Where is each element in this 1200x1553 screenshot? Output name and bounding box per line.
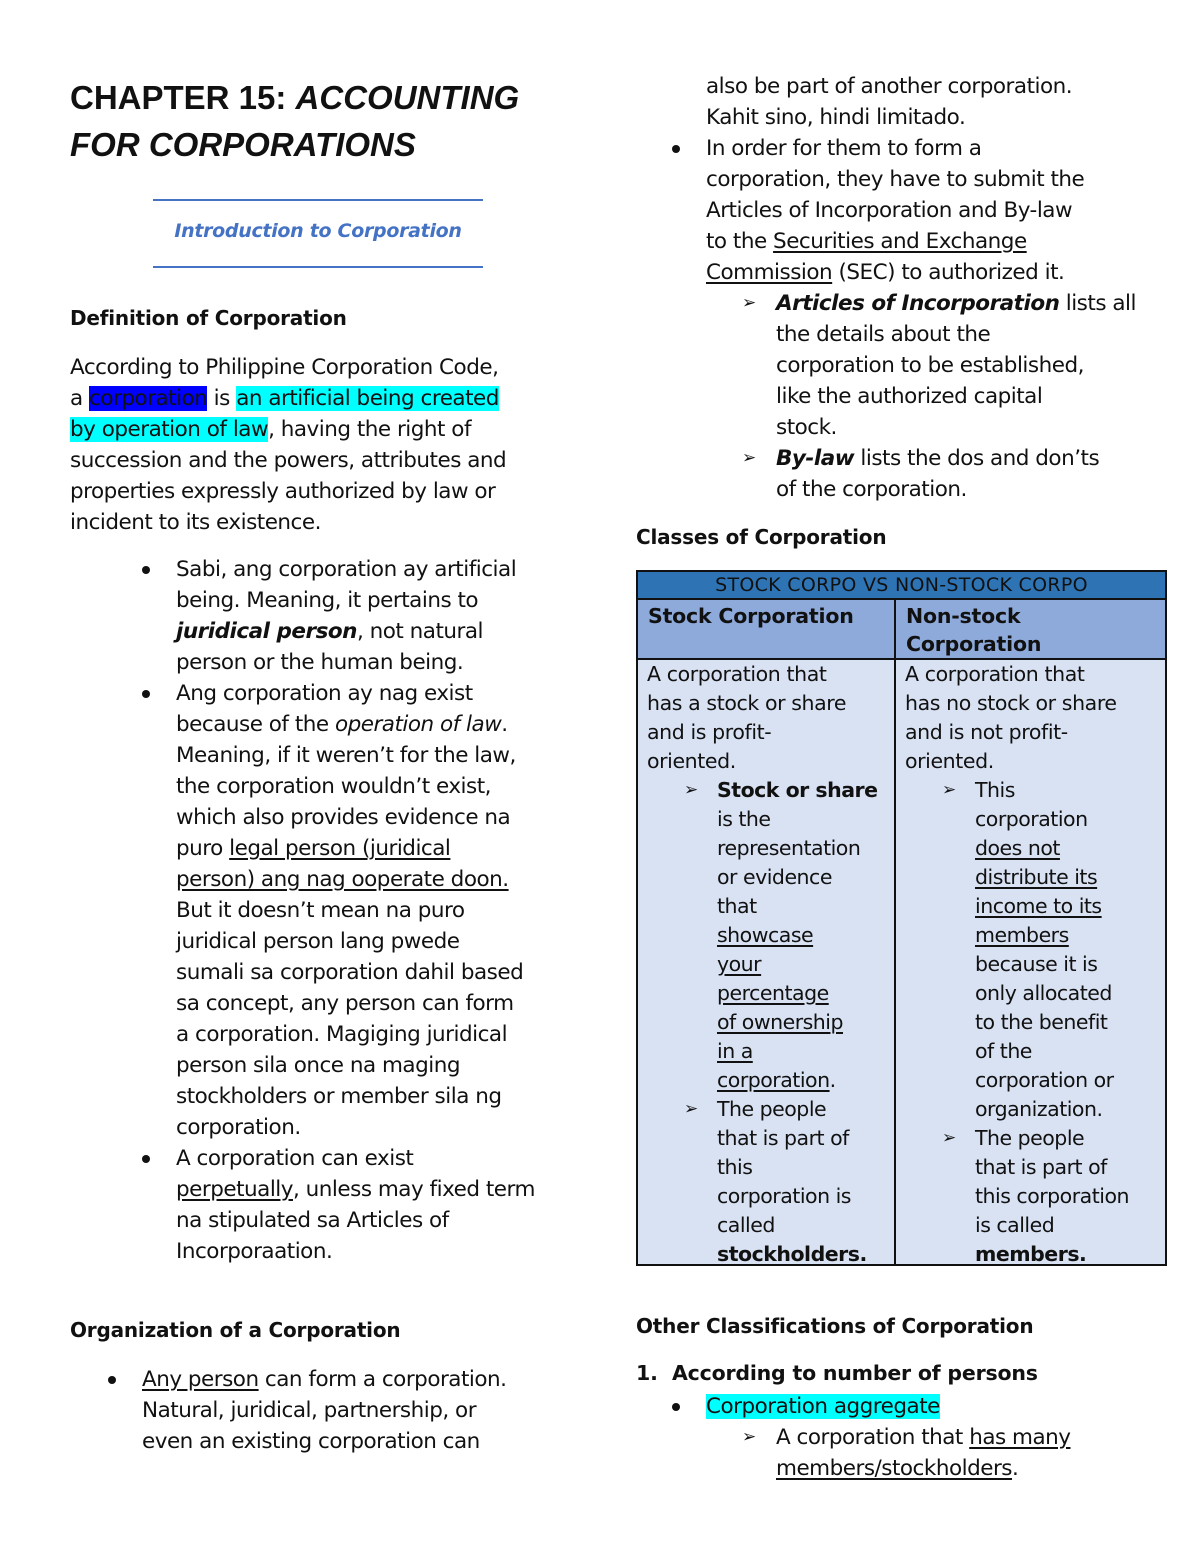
- arrow-line: that is part of: [975, 1155, 1107, 1179]
- bullet-line: juridical person lang pwede: [176, 929, 460, 954]
- arrow-line: [975, 921, 1156, 950]
- underlined-text: members: [975, 923, 1069, 947]
- highlight-corporation-aggregate: Corporation aggregate: [706, 1394, 940, 1419]
- bullet-item: [176, 1143, 586, 1267]
- bullet-line: In order for them to form a: [706, 136, 982, 161]
- table-header-nonstock: [896, 600, 1165, 660]
- chapter-title: [70, 74, 519, 168]
- arrow-line: that: [717, 894, 757, 918]
- arrow-line: or evidence: [717, 865, 832, 889]
- arrowhead-icon: ➢: [942, 780, 956, 800]
- bullet-line: a corporation. Magiging juridical: [176, 1022, 508, 1047]
- subtitle-rule-bottom: [153, 266, 483, 268]
- stockholders-term: stockholders.: [717, 1242, 867, 1266]
- underlined-text: does not: [975, 836, 1060, 860]
- bullet-item: [176, 678, 586, 1143]
- arrow-item: [684, 1095, 885, 1269]
- arrow-line: the details about the: [776, 322, 991, 347]
- arrow-line: [776, 443, 1171, 474]
- bullet-text: puro: [176, 836, 230, 861]
- organization-continued: [706, 71, 1171, 133]
- underlined-text: Securities and Exchange: [773, 229, 1027, 254]
- arrow-text: .: [829, 1068, 836, 1092]
- arrow-line: to the benefit: [975, 1010, 1108, 1034]
- bullet-line: na stipulated sa Articles of: [176, 1208, 449, 1233]
- operation-of-law-term: operation of law: [334, 712, 502, 737]
- cell-line: oriented.: [905, 749, 994, 773]
- definition-paragraph: [70, 352, 580, 538]
- bullet-line: Meaning, if it weren’t for the law,: [176, 743, 516, 768]
- bullet-line: Ang corporation ay nag exist: [176, 681, 473, 706]
- arrow-line: stock.: [776, 415, 837, 440]
- bullet-line: But it doesn’t mean na puro: [176, 898, 465, 923]
- bullet-line: [706, 226, 1171, 257]
- bullet-item: [142, 1364, 582, 1457]
- bullet-text: , unless may fixed term: [293, 1177, 535, 1202]
- highlight-operation-of-law: by operation of law: [70, 417, 269, 442]
- bullet-line: A corporation can exist: [176, 1146, 414, 1171]
- arrow-line: [717, 950, 885, 979]
- arrow-text: lists all: [1059, 291, 1136, 316]
- arrow-item: [742, 1422, 1171, 1484]
- bullet-dot-icon: [672, 1403, 680, 1411]
- numbered-item-1: [636, 1358, 1038, 1389]
- section-subtitle: Introduction to Corporation: [174, 220, 462, 242]
- bullet-line: Sabi, ang corporation ay artificial: [176, 557, 517, 582]
- bullet-text: (SEC) to authorized it.: [832, 260, 1065, 285]
- arrowhead-icon: ➢: [684, 1099, 698, 1119]
- arrow-item: [684, 776, 885, 1095]
- arrow-line: corporation: [975, 807, 1088, 831]
- arrow-line: representation: [717, 836, 861, 860]
- stock-vs-nonstock-table: [636, 570, 1167, 1266]
- header-line: Non-stock: [906, 604, 1021, 628]
- underlined-text: showcase: [717, 923, 814, 947]
- underlined-text: your: [717, 952, 762, 976]
- aggregate-bullet-list: [706, 1391, 1171, 1484]
- arrow-line: [717, 979, 885, 1008]
- arrow-line: because it is: [975, 952, 1098, 976]
- underlined-text: income to its: [975, 894, 1102, 918]
- table-cell-stock: [638, 660, 894, 1264]
- bullet-line: [176, 616, 586, 647]
- cell-line: oriented.: [647, 749, 736, 773]
- arrow-line: corporation to be established,: [776, 353, 1084, 378]
- cell-line: and is profit-: [647, 720, 772, 744]
- bullet-line: corporation.: [176, 1115, 301, 1140]
- title-chapter-number: CHAPTER 15:: [70, 79, 296, 116]
- def-text: is: [207, 386, 237, 411]
- bullet-line: sumali sa corporation dahil based: [176, 960, 524, 985]
- organization-heading: Organization of a Corporation: [70, 1318, 401, 1342]
- arrow-line: corporation or: [975, 1068, 1114, 1092]
- cell-line: A corporation that: [905, 662, 1085, 686]
- arrow-text: lists the dos and don’ts: [854, 446, 1100, 471]
- def-line-1: According to Philippine Corporation Code,: [70, 355, 499, 380]
- arrow-line: [717, 776, 885, 805]
- continued-line: also be part of another corporation.: [706, 74, 1073, 99]
- bullet-line: the corporation wouldn’t exist,: [176, 774, 491, 799]
- bullet-line: [176, 864, 586, 895]
- underlined-text: Any person: [142, 1367, 259, 1392]
- arrow-line: [717, 1008, 885, 1037]
- bullet-item: [706, 1391, 1171, 1484]
- bullet-line: [176, 1174, 586, 1205]
- articles-term: Articles of Incorporation: [776, 291, 1060, 316]
- def-line-6: incident to its existence.: [70, 510, 321, 535]
- def-line-3: [70, 414, 580, 445]
- arrow-line: [717, 1037, 885, 1066]
- bullet-dot-icon: [108, 1376, 116, 1384]
- bullet-text: can form a corporation.: [258, 1367, 507, 1392]
- arrow-item: [742, 443, 1171, 505]
- bullet-line: corporation, they have to submit the: [706, 167, 1085, 192]
- arrow-line: [717, 1066, 885, 1095]
- bullet-line: Natural, juridical, partnership, or: [142, 1398, 477, 1423]
- arrow-text: .: [1012, 1456, 1019, 1481]
- bullet-dot-icon: [672, 145, 680, 153]
- stock-share-term: Stock or share: [717, 778, 878, 802]
- bullet-item: [706, 133, 1171, 505]
- other-classifications-heading: Other Classifications of Corporation: [636, 1314, 1034, 1338]
- table-header-stock: Stock Corporation: [638, 600, 894, 660]
- header-line: Corporation: [906, 632, 1042, 656]
- bullet-text: to the: [706, 229, 774, 254]
- bullet-line: [176, 709, 586, 740]
- aggregate-arrow-list: [742, 1422, 1171, 1484]
- arrow-line: [776, 1453, 1171, 1484]
- arrow-line: [975, 863, 1156, 892]
- underlined-text: person) ang nag ooperate doon.: [176, 867, 509, 892]
- cell-line: A corporation that: [647, 662, 827, 686]
- bullet-line: [142, 1364, 582, 1395]
- table-title: STOCK CORPO VS NON-STOCK CORPO: [638, 572, 1165, 600]
- arrow-line: organization.: [975, 1097, 1103, 1121]
- arrow-line: this: [717, 1155, 753, 1179]
- arrow-line: The people: [975, 1126, 1085, 1150]
- def-line-2: [70, 383, 580, 414]
- underlined-text: in a: [717, 1039, 753, 1063]
- highlight-corporation: corporation: [89, 386, 208, 411]
- arrow-line: that is part of: [717, 1126, 849, 1150]
- arrow-line: like the authorized capital: [776, 384, 1043, 409]
- item-label: According to number of persons: [672, 1361, 1038, 1385]
- bylaw-term: By-law: [776, 446, 855, 471]
- arrow-line: The people: [717, 1097, 827, 1121]
- bullet-line: Incorporaation.: [176, 1239, 333, 1264]
- formation-bullet-list: [706, 133, 1171, 505]
- arrow-line: this corporation: [975, 1184, 1129, 1208]
- arrow-line: [717, 921, 885, 950]
- bullet-text: .: [501, 712, 508, 737]
- arrow-line: [975, 1240, 1156, 1269]
- arrow-line: [717, 1240, 885, 1269]
- arrow-item: [942, 776, 1156, 1124]
- bullet-line: which also provides evidence na: [176, 805, 511, 830]
- bullet-line: even an existing corporation can: [142, 1429, 480, 1454]
- arrow-line: [975, 892, 1156, 921]
- arrow-line: This: [975, 778, 1015, 802]
- bullet-text: because of the: [176, 712, 335, 737]
- bullet-dot-icon: [142, 1155, 150, 1163]
- arrow-line: is called: [975, 1213, 1055, 1237]
- cell-line: has a stock or share: [647, 691, 847, 715]
- continued-line: Kahit sino, hindi limitado.: [706, 105, 966, 130]
- bullet-line: Articles of Incorporation and By-law: [706, 198, 1073, 223]
- arrowhead-icon: ➢: [942, 1128, 956, 1148]
- def-line-4: succession and the powers, attributes and: [70, 448, 507, 473]
- arrowhead-icon: ➢: [684, 780, 698, 800]
- arrowhead-icon: ➢: [742, 448, 756, 468]
- bullet-item: [176, 554, 586, 678]
- classes-heading: Classes of Corporation: [636, 525, 887, 549]
- definition-heading: Definition of Corporation: [70, 306, 347, 330]
- bullet-line: being. Meaning, it pertains to: [176, 588, 479, 613]
- bullet-line: sa concept, any person can form: [176, 991, 514, 1016]
- juridical-person-term: juridical person: [176, 619, 357, 644]
- arrow-line: called: [717, 1213, 775, 1237]
- organization-bullet-list: [142, 1364, 582, 1457]
- cell-line: has no stock or share: [905, 691, 1117, 715]
- bullet-dot-icon: [142, 566, 150, 574]
- bullet-line: [706, 1391, 1171, 1422]
- title-line1: ACCOUNTING: [295, 79, 520, 116]
- underlined-text: percentage: [717, 981, 829, 1005]
- bullet-line: person sila once na maging: [176, 1053, 461, 1078]
- members-term: members.: [975, 1242, 1087, 1266]
- arrow-text: A corporation that: [776, 1425, 970, 1450]
- bullet-line: [176, 833, 586, 864]
- item-number: 1.: [636, 1361, 658, 1385]
- nonstock-arrow-list: [942, 776, 1156, 1269]
- subtitle-rule-top: [153, 199, 483, 201]
- def-line-5: properties expressly authorized by law or: [70, 479, 496, 504]
- arrow-line: [776, 288, 1171, 319]
- bullet-line: person or the human being.: [176, 650, 464, 675]
- underlined-text: legal person (juridical: [229, 836, 451, 861]
- underlined-text: perpetually: [176, 1177, 293, 1202]
- definition-bullet-list: [176, 554, 586, 1267]
- formation-arrow-list: [742, 288, 1171, 505]
- bullet-line: [706, 257, 1171, 288]
- underlined-text: corporation: [717, 1068, 830, 1092]
- underlined-text: distribute its: [975, 865, 1098, 889]
- table-cell-nonstock: [896, 660, 1165, 1264]
- arrow-line: [776, 1422, 1171, 1453]
- arrow-line: is the: [717, 807, 771, 831]
- def-text: , having the right of: [268, 417, 472, 442]
- highlight-artificial-being: an artificial being created: [236, 386, 499, 411]
- arrowhead-icon: ➢: [742, 1427, 756, 1447]
- underlined-text: Commission: [706, 260, 833, 285]
- cell-line: and is not profit-: [905, 720, 1068, 744]
- arrow-line: only allocated: [975, 981, 1112, 1005]
- def-text: a: [70, 386, 90, 411]
- arrow-line: corporation is: [717, 1184, 851, 1208]
- bullet-line: stockholders or member sila ng: [176, 1084, 502, 1109]
- arrow-line: of the: [975, 1039, 1032, 1063]
- bullet-text: , not natural: [356, 619, 484, 644]
- arrow-line: [975, 834, 1156, 863]
- stock-arrow-list: [684, 776, 885, 1269]
- bullet-dot-icon: [142, 690, 150, 698]
- title-line2: FOR CORPORATIONS: [70, 126, 416, 163]
- arrow-item: [942, 1124, 1156, 1269]
- underlined-text: members/stockholders: [776, 1456, 1013, 1481]
- arrowhead-icon: ➢: [742, 293, 756, 313]
- arrow-item: [742, 288, 1171, 443]
- underlined-text: has many: [969, 1425, 1071, 1450]
- arrow-line: of the corporation.: [776, 477, 967, 502]
- underlined-text: of ownership: [717, 1010, 843, 1034]
